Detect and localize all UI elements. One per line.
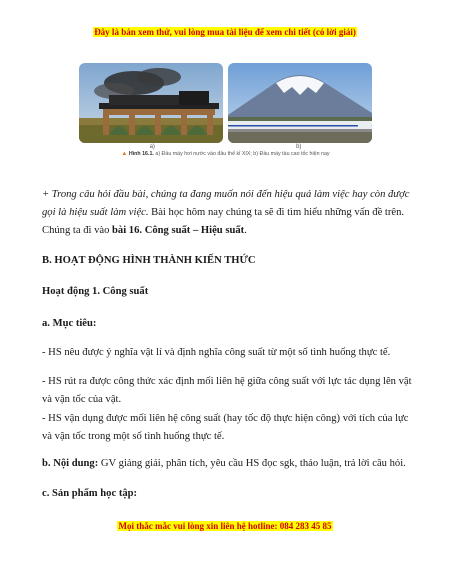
steam-locomotive-image xyxy=(79,63,223,143)
objectives-heading: a. Mục tiêu: xyxy=(42,318,97,329)
activity-1-heading: Hoạt động 1. Công suất xyxy=(42,286,149,297)
content-line: b. Nội dung: GV giảng giải, phân tích, yêu cầu HS đọc sgk, thảo luận, trả lời câu hỏi. xyxy=(42,458,406,469)
figure-label-a: a) xyxy=(149,144,155,150)
triangle-icon: ▲ xyxy=(121,151,128,157)
section-b-heading: B. HOẠT ĐỘNG HÌNH THÀNH KIẾN THỨC xyxy=(42,255,256,266)
figure-16-1 xyxy=(79,63,372,157)
preview-banner: Đây là bản xem thử, vui lòng mua tài liệu để xem chi tiết (có lời giải) xyxy=(94,27,356,37)
objective-item: - HS nêu được ý nghĩa vật lí và định nghĩa công suất từ một số tình huống thực tế. xyxy=(42,347,391,358)
intro-paragraph: + Trong câu hỏi đầu bài, chúng ta đang muốn nói đến hiệu quả làm việc hay còn được gọi là hiệu suất làm việc. Bài học hôm nay chúng ta sẽ đi tìm hiểu những vấn đề trên. Chúng ta đi vào bài 16. Công suất – Hiệu suất. xyxy=(42,189,410,236)
figure-label-b: b) xyxy=(296,144,302,150)
objective-item: - HS rút ra được công thức xác định mối liên hệ giữa công suất với lực tác dụng lên vật và vận tốc của vật. xyxy=(42,376,412,405)
product-heading: c. Sản phẩm học tập: xyxy=(42,488,138,499)
bullet-train-image xyxy=(228,63,372,143)
hotline-banner: Mọi thắc mắc vui lòng xin liên hệ hotline: 084 283 45 85 xyxy=(118,521,332,531)
figure-caption: ▲ Hình 16.1. a) Đầu máy hơi nước vào đầu thế kỉ XIX; b) Đầu máy tàu cao tốc hiện nay xyxy=(121,151,330,157)
objective-item: - HS vận dụng được mối liên hệ công suất (hay tốc độ thực hiện công) với tích của lực và vận tốc trong một số tình huống thực tế. xyxy=(42,413,409,442)
